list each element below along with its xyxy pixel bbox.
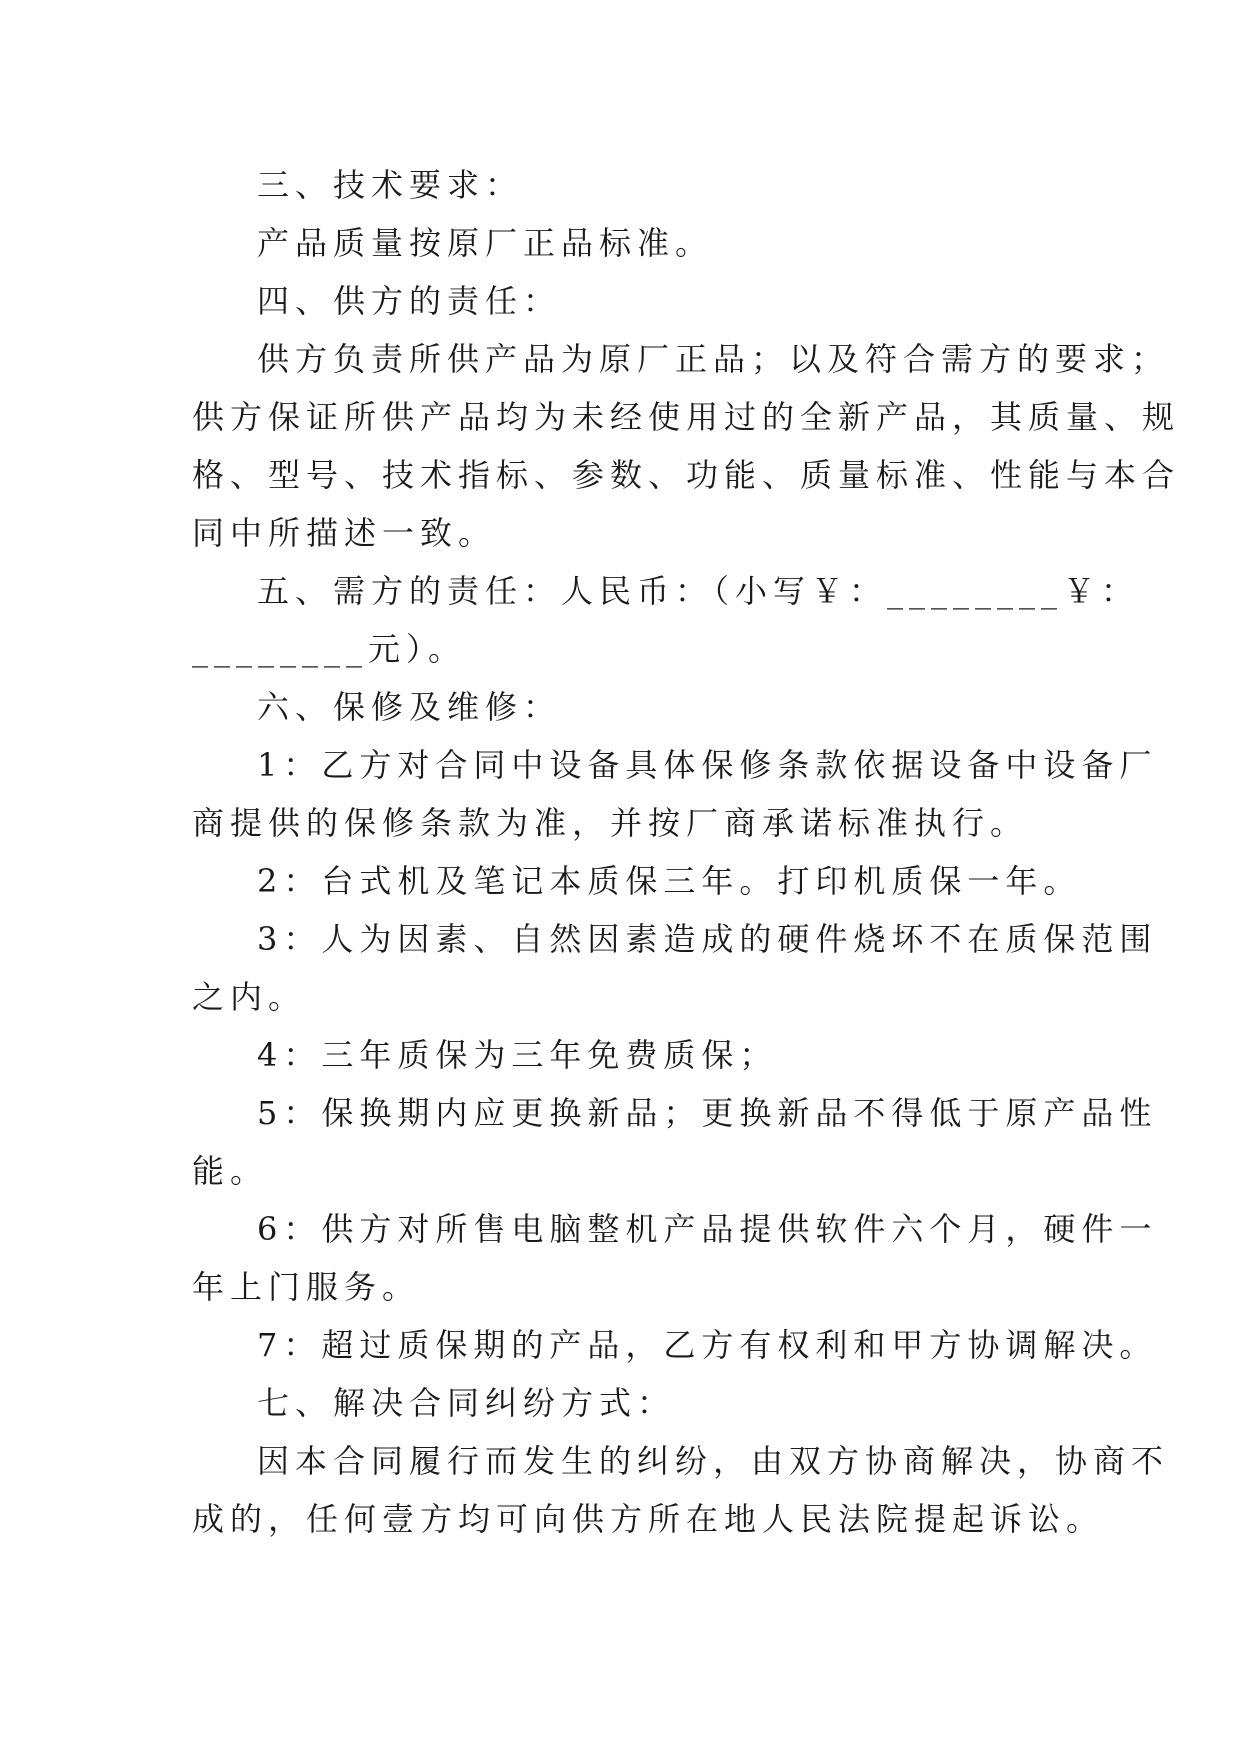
section-4-body-line-4: 同中所描述一致。: [192, 514, 497, 552]
section-7-body-line-2: 成的，任何壹方均可向供方所在地人民法院提起诉讼。: [192, 1500, 1105, 1538]
section-6-item-6-line-1: 6：供方对所售电脑整机产品提供软件六个月，硬件一: [257, 1210, 1158, 1248]
section-6-item-5-line-1: 5：保换期内应更换新品；更换新品不得低于原产品性: [257, 1094, 1158, 1132]
section-6-heading: 六、保修及维修：: [257, 688, 562, 726]
section-6-item-4: 4：三年质保为三年免费质保；: [257, 1036, 778, 1074]
section-6-item-7: 7：超过质保期的产品，乙方有权利和甲方协调解决。: [257, 1326, 1158, 1364]
section-7-body-line-1: 因本合同履行而发生的纠纷，由双方协商解决，协商不: [257, 1442, 1170, 1480]
section-4-heading: 四、供方的责任：: [257, 282, 562, 320]
section-6-item-6-line-2: 年上门服务。: [192, 1268, 421, 1306]
section-3-body: 产品质量按原厂正品标准。: [257, 224, 714, 262]
section-6-item-2: 2：台式机及笔记本质保三年。打印机质保一年。: [257, 862, 1082, 900]
section-5-line-1: 五、需方的责任：人民币：（小写￥：________￥：: [257, 572, 1140, 610]
section-5-line-2: ________元）。: [192, 630, 467, 668]
section-6-item-3-line-1: 3：人为因素、自然因素造成的硬件烧坏不在质保范围: [257, 920, 1158, 958]
section-4-body-line-2: 供方保证所供产品均为未经使用过的全新产品，其质量、规: [192, 398, 1181, 436]
section-6-item-1-line-1: 1：乙方对合同中设备具体保修条款依据设备中设备厂: [257, 746, 1158, 784]
section-4-body-line-3: 格、型号、技术指标、参数、功能、质量标准、性能与本合: [192, 456, 1181, 494]
section-7-heading: 七、解决合同纠纷方式：: [257, 1384, 676, 1422]
section-6-item-3-line-2: 之内。: [192, 978, 307, 1016]
section-6-item-1-line-2: 商提供的保修条款为准，并按厂商承诺标准执行。: [192, 804, 1029, 842]
section-3-heading: 三、技术要求：: [257, 166, 524, 204]
section-6-item-5-line-2: 能。: [192, 1152, 269, 1190]
section-4-body-line-1: 供方负责所供产品为原厂正品；以及符合需方的要求；: [257, 340, 1170, 378]
